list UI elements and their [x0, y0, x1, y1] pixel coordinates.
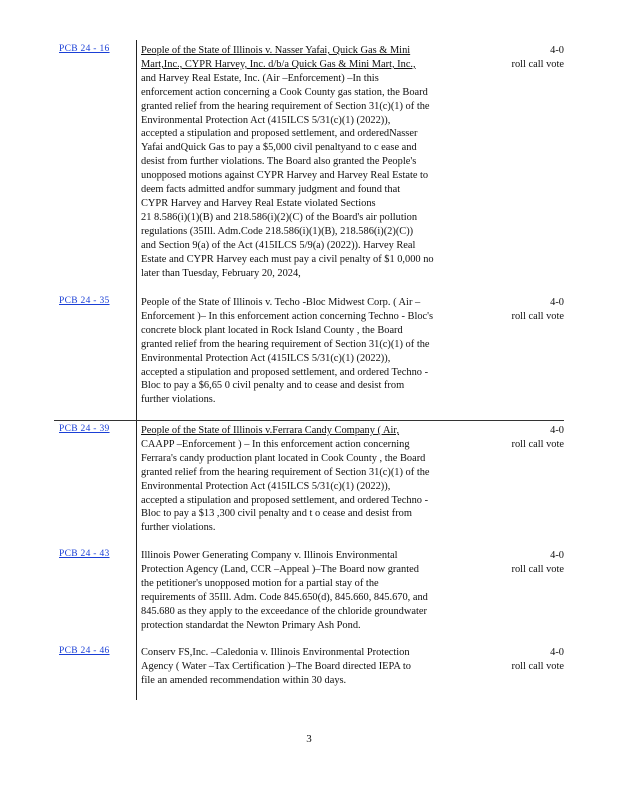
case-number-link[interactable]: PCB 24 - 46	[59, 646, 110, 656]
case-description: People of the State of Illinois v. Nasser Yafai, Quick Gas & Mini Mart,Inc., CYPR Harvey, Inc. d/b/a Quick Gas & Mini Mart, Inc., and Harvey Real Estate, Inc. (Air –Enforcement) –In this enforcement action concerning a Cook County gas station, the Board granted relief from the hearing requirement of Section 31(c)(1) of the Environmental Protection Act (415ILCS 5/31(c)(1) (2022)), accepted a stipulation and proposed settlement, and orderedNasser Yafai andQuick Gas to pay a $5,000 civil penaltyand to c ease and desist from further violations. The Board also granted the People's unopposed motions against CYPR Harvey and Harvey Real Estate to deem facts admitted andfor summary judgment and found that CYPR Harvey and Harvey Real Estate violated Sections 21 8.586(i)(1)(B) and 218.586(i)(2)(C) of the Board's air pollution regulations (35Ill. Adm.Code 218.586(i)(1)(B), 218.586(i)(2)(C)) and Section 9(a) of the Act (415ILCS 5/9(a) (2022)). Harvey Real Estate and CYPR Harvey each must pay a civil penalty of $1 0,000 no later than Tuesday, February 20, 2024,	[141, 45, 434, 279]
case-description: People of the State of Illinois v.Ferrara Candy Company ( Air, CAAPP –Enforcement ) – In this enforcement action concerning Ferrara's candy production plant located in Cook County , the Board granted relief from the hearing requirement of Section 31(c)(1) of the Environmental Protection Act (415ILCS 5/31(c)(1) (2022)), accepted a stipulation and proposed settlement, and ordered Techno - Bloc to pay a $13 ,300 civil penalty and t o cease and desist from further violations.	[141, 425, 430, 534]
vote-count: 4-0	[550, 45, 564, 56]
case-description: People of the State of Illinois v. Techo -Bloc Midwest Corp. ( Air – Enforcement )– In this enforcement action concerning Techno - Bloc's concrete block plant located in Rock Island County , the Board granted relief from the hearing requirement of Section 31(c)(1) of the Environmental Protection Act (415ILCS 5/31(c)(1) (2022)), accepted a stipulation and proposed settlement, and ordered Techno - Bloc to pay a $6,65 0 civil penalty and to cease and desist from further violations.	[141, 297, 434, 406]
vote-count: 4-0	[550, 550, 564, 561]
case-number-link[interactable]: PCB 24 - 43	[59, 549, 110, 559]
vote-result	[480, 424, 564, 452]
case-description: Conserv FS,Inc. –Caledonia v. Illinois Environmental Protection Agency ( Water –Tax Certification )–The Board directed IEPA to file an amended recommendation within 30 days.	[141, 647, 411, 686]
vote-result	[480, 44, 564, 72]
case-number-link[interactable]: PCB 24 - 35	[59, 296, 110, 306]
vote-type: roll call vote	[511, 563, 564, 575]
vote-result	[480, 646, 564, 674]
vote-count: 4-0	[550, 647, 564, 658]
page-number: 3	[306, 733, 312, 745]
vote-type: roll call vote	[511, 660, 564, 672]
vote-count: 4-0	[550, 425, 564, 436]
section-separator	[54, 420, 564, 421]
vote-type: roll call vote	[511, 58, 564, 70]
column-divider	[136, 40, 137, 700]
case-description: Illinois Power Generating Company v. Illinois Environmental Protection Agency (Land, CCR –Appeal )–The Board now granted the petitioner's unopposed motion for a partial stay of the requirements of 35Ill. Adm. Code 845.650(d), 845.660, 845.670, and 845.680 as they apply to the exceedance of the chloride groundwater protection standardat the Newton Primary Ash Pond.	[141, 550, 428, 631]
vote-type: roll call vote	[511, 310, 564, 322]
vote-result	[480, 549, 564, 577]
case-number-link[interactable]: PCB 24 - 39	[59, 424, 110, 434]
case-number-link[interactable]: PCB 24 - 16	[59, 44, 110, 54]
vote-count: 4-0	[550, 297, 564, 308]
vote-type: roll call vote	[511, 438, 564, 450]
vote-result	[480, 296, 564, 324]
